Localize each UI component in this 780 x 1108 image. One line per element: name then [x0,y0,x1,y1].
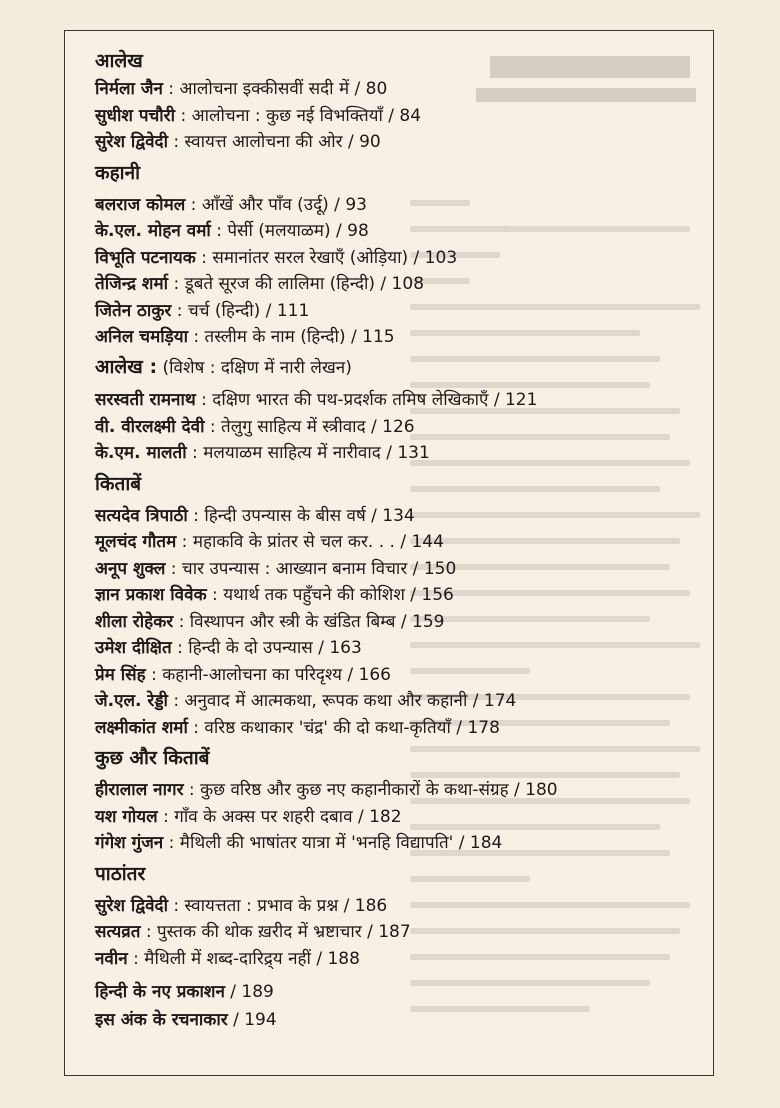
entry-author: के.एल. मोहन वर्मा [95,221,211,241]
toc-entry: निर्मला जैन : आलोचना इक्कीसवीं सदी में / 80 [95,79,388,99]
entry-author: हीरालाल नागर [95,780,184,800]
entry-title: चर्च (हिन्दी) / 111 [187,300,310,321]
toc-entry: अनूप शुक्ल : चार उपन्यास : आख्यान बनाम विचार / 150 [95,558,457,579]
entry-author: जे.एल. रेड्डी [95,691,168,711]
toc-entry: लक्ष्मीकांत शर्मा : वरिष्ठ कथाकार 'चंद्र' की दो कथा-कृतियाँ / 178 [95,717,500,738]
entry-title: महाकवि के प्रांतर से चल कर. . . / 144 [192,532,444,552]
toc-entry: वी. वीरलक्ष्मी देवी : तेलुगु साहित्य में स्त्रीवाद / 126 [95,416,415,437]
toc-entry: सत्यव्रत : पुस्तक की थोक ख़रीद में भ्रष्टाचार / 187 [95,922,411,942]
entry-title: मैथिली में शब्द-दारिद्र्य नहीं / 188 [144,948,360,969]
entry-title: यथार्थ तक पहुँचने की कोशिश / 156 [223,585,454,605]
entry-author: नवीन [95,948,128,969]
entry-author: अनिल चमड़िया [95,327,188,347]
toc-entry [95,1006,705,1034]
table-of-contents [95,48,705,1034]
entry-title: हिन्दी के दो उपन्यास / 163 [188,638,362,658]
entry-title: आँखें और पाँव (उर्दू) / 93 [201,194,367,215]
section-heading: आलेख : [95,355,158,378]
entry-author: इस अंक के रचनाकार [95,1010,228,1030]
toc-entry: सुरेश द्विवेदी : स्वायत्तता : प्रभाव के प्रश्न / 186 [95,895,388,916]
entry-title: आलोचना : कुछ नई विभक्तियाँ / 84 [191,105,422,126]
toc-entry: यश गोयल : गाँव के अक्स पर शहरी दबाव / 182 [95,806,402,827]
entry-author: यश गोयल [95,806,158,827]
toc-entry: गंगेश गुंजन : मैथिली की भाषांतर यात्रा में 'भनहि विद्यापति' / 184 [95,833,503,853]
entry-author: प्रेम सिंह [95,664,146,685]
entry-author: उमेश दीक्षित [95,638,172,658]
entry-title: कुछ वरिष्ठ और कुछ नए कहानीकारों के कथा-संग्रह / 180 [200,780,558,800]
toc-entry: विभूति पटनायक : समानांतर सरल रेखाएँ (ओड़िया) / 103 [95,247,458,268]
toc-entry: सुरेश द्विवेदी : स्वायत्त आलोचना की ओर / 90 [95,132,381,152]
toc-entry: मूलचंद गौतम : महाकवि के प्रांतर से चल कर. . . / 144 [95,532,444,552]
entry-title: मलयाळम साहित्य में नारीवाद / 131 [203,443,430,463]
entry-title: तस्लीम के नाम (हिन्दी) / 115 [204,327,395,347]
entry-author: तेजिन्द्र शर्मा [95,274,169,294]
entry-title: पेर्सी (मलयाळम) / 98 [227,221,369,241]
entry-author: के.एम. मालती [95,443,187,463]
toc-entry: प्रेम सिंह : कहानी-आलोचना का परिदृश्य / 166 [95,664,392,685]
entry-title: चार उपन्यास : आख्यान बनाम विचार / 150 [181,558,457,579]
toc-entry [95,978,705,1006]
entry-title: / 194 [227,1010,277,1030]
toc-entry: सरस्वती रामनाथ : दक्षिण भारत की पथ-प्रदर्शक तमिष लेखिकाएँ / 121 [95,390,538,410]
section-heading: आलेख [95,50,143,72]
entry-author: बलराज कोमल [95,194,186,215]
entry-author: मूलचंद गौतम [95,532,177,552]
toc-entry: जे.एल. रेड्डी : अनुवाद में आत्मकथा, रूपक कथा और कहानी / 174 [95,691,517,711]
toc-entry: ज्ञान प्रकाश विवेक : यथार्थ तक पहुँचने की कोशिश / 156 [95,585,454,605]
section-heading: कहानी [95,161,141,184]
entry-author: विभूति पटनायक [95,247,196,268]
toc-entry: के.एल. मोहन वर्मा : पेर्सी (मलयाळम) / 98 [95,221,369,241]
entry-title: मैथिली की भाषांतर यात्रा में 'भनहि विद्यापति' / 184 [179,833,503,853]
entry-author: सुधीश पचौरी [95,105,176,126]
entry-author: वी. वीरलक्ष्मी देवी [95,416,205,437]
toc-entry: के.एम. मालती : मलयाळम साहित्य में नारीवाद / 131 [95,443,430,463]
entry-author: ज्ञान प्रकाश विवेक [95,585,207,605]
entry-title: गाँव के अक्स पर शहरी दबाव / 182 [174,806,402,827]
section-heading: कुछ और किताबें [95,747,210,769]
section-subheading: (विशेष : दक्षिण में नारी लेखन) [162,357,352,378]
entry-author: गंगेश गुंजन [95,833,164,853]
section-heading-line [95,355,705,382]
entry-title: समानांतर सरल रेखाएँ (ओड़िया) / 103 [212,247,458,268]
entry-title: आलोचना इक्कीसवीं सदी में / 80 [179,79,388,99]
entry-author: शीला रोहेकर [95,611,174,632]
toc-entry: जितेन ठाकुर : चर्च (हिन्दी) / 111 [95,300,310,321]
entry-title: हिन्दी उपन्यास के बीस वर्ष / 134 [204,505,415,526]
toc-entry: सत्यदेव त्रिपाठी : हिन्दी उपन्यास के बीस वर्ष / 134 [95,505,415,526]
entry-title: कहानी-आलोचना का परिदृश्य / 166 [162,664,392,685]
toc-entry: अनिल चमड़िया : तस्लीम के नाम (हिन्दी) / 115 [95,327,395,347]
entry-title: डूबते सूरज की लालिमा (हिन्दी) / 108 [184,274,425,294]
entry-author: लक्ष्मीकांत शर्मा [95,717,188,738]
toc-entry: उमेश दीक्षित : हिन्दी के दो उपन्यास / 163 [95,638,362,658]
entry-author: अनूप शुक्ल [95,558,166,579]
toc-entry: हीरालाल नागर : कुछ वरिष्ठ और कुछ नए कहानीकारों के कथा-संग्रह / 180 [95,780,558,800]
entry-author: सत्यव्रत [95,922,141,942]
toc-entry: सुधीश पचौरी : आलोचना : कुछ नई विभक्तियाँ / 84 [95,105,422,126]
entry-author: निर्मला जैन [95,79,163,99]
entry-author: सुरेश द्विवेदी [95,132,168,152]
entry-title: विस्थापन और स्त्री के खंडित बिम्ब / 159 [189,611,445,632]
entry-author: सुरेश द्विवेदी [95,895,168,916]
toc-entry: शीला रोहेकर : विस्थापन और स्त्री के खंडित बिम्ब / 159 [95,611,445,632]
entry-title: तेलुगु साहित्य में स्त्रीवाद / 126 [221,416,415,437]
section-heading: किताबें [95,472,142,495]
toc-entry: बलराज कोमल : आँखें और पाँव (उर्दू) / 93 [95,194,367,215]
entry-title: स्वायत्तता : प्रभाव के प्रश्न / 186 [184,895,388,916]
entry-author: जितेन ठाकुर [95,300,172,321]
entry-title: अनुवाद में आत्मकथा, रूपक कथा और कहानी / 174 [184,691,517,711]
entry-author: हिन्दी के नए प्रकाशन [95,982,225,1002]
entry-title: वरिष्ठ कथाकार 'चंद्र' की दो कथा-कृतियाँ / 178 [204,717,500,738]
entry-author: सत्यदेव त्रिपाठी [95,505,188,526]
toc-entry: नवीन : मैथिली में शब्द-दारिद्र्य नहीं / 188 [95,948,360,969]
entry-author: सरस्वती रामनाथ [95,390,196,410]
entry-title: स्वायत्त आलोचना की ओर / 90 [184,132,381,152]
toc-entry: तेजिन्द्र शर्मा : डूबते सूरज की लालिमा (हिन्दी) / 108 [95,274,425,294]
entry-title: दक्षिण भारत की पथ-प्रदर्शक तमिष लेखिकाएँ / 121 [212,390,538,410]
entry-title: पुस्तक की थोक ख़रीद में भ्रष्टाचार / 187 [156,922,411,942]
entry-title: / 189 [224,982,274,1002]
section-heading: पाठांतर [95,862,146,885]
